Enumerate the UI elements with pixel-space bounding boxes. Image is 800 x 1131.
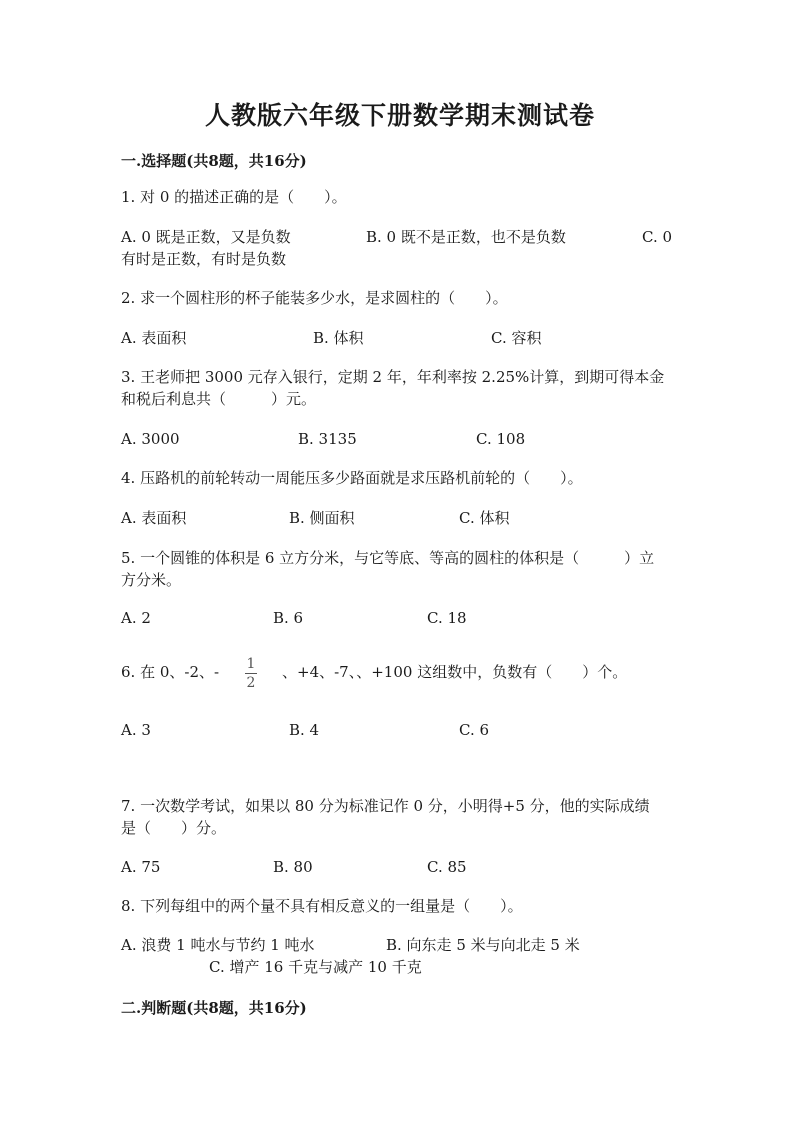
question-6-option-b: B. 4	[289, 721, 320, 739]
question-8-option-a: A. 浪费 1 吨水与节约 1 吨水	[121, 936, 315, 954]
fraction-numerator: 1	[246, 656, 256, 672]
question-5-option-c: C. 18	[427, 609, 467, 627]
question-3-stem-line-2: 和税后利息共（ ）元。	[121, 390, 317, 408]
question-3-option-b: B. 3135	[298, 430, 357, 448]
question-1-option-c-continued: 有时是正数，有时是负数	[121, 250, 287, 268]
page-title: 人教版六年级下册数学期末测试卷	[204, 101, 595, 130]
question-6-option-c: C. 6	[459, 721, 490, 739]
question-3-stem-line-1: 3. 王老师把 3000 元存入银行，定期 2 年，年利率按 2.25%计算，到期可得本金	[121, 368, 665, 386]
question-5-option-b: B. 6	[273, 609, 304, 627]
question-5-stem-line-1: 5. 一个圆锥的体积是 6 立方分米，与它等底、等高的圆柱的体积是（ ）立	[121, 549, 655, 567]
question-1-option-a: A. 0 既是正数，又是负数	[121, 228, 291, 246]
question-3-option-c: C. 108	[476, 430, 526, 448]
question-2-stem: 2. 求一个圆柱形的杯子能装多少水，是求圆柱的（ ）。	[121, 289, 508, 307]
question-8-option-c: C. 增产 16 千克与减产 10 千克	[209, 958, 422, 976]
question-1-option-c: C. 0	[642, 228, 673, 246]
question-6-stem-end: 、+4、-7、、+100 这组数中，负数有（ ）个。	[282, 663, 628, 681]
question-7-stem-line-1: 7. 一次数学考试，如果以 80 分为标准记作 0 分，小明得+5 分，他的实际成绩	[121, 797, 650, 815]
question-8-stem: 8. 下列每组中的两个量不具有相反意义的一组量是（ ）。	[121, 897, 523, 915]
question-4-option-c: C. 体积	[459, 509, 510, 527]
question-1-option-b: B. 0 既不是正数，也不是负数	[366, 228, 566, 246]
question-5-stem-line-2: 方分米。	[121, 571, 182, 589]
question-7-stem-line-2: 是（ ）分。	[121, 819, 227, 837]
question-4-option-a: A. 表面积	[121, 509, 187, 527]
question-1-stem: 1. 对 0 的描述正确的是（ ）。	[121, 188, 347, 206]
question-7-option-b: B. 80	[273, 858, 313, 876]
question-6-option-a: A. 3	[121, 721, 151, 739]
question-7-option-c: C. 85	[427, 858, 467, 876]
question-4-option-b: B. 侧面积	[289, 509, 355, 527]
section-heading-choice: 一.选择题(共8题，共16分)	[121, 152, 307, 170]
question-7-option-a: A. 75	[121, 858, 161, 876]
question-5-option-a: A. 2	[121, 609, 151, 627]
question-3-option-a: A. 3000	[121, 430, 180, 448]
question-2-option-c: C. 容积	[491, 329, 542, 347]
question-8-option-b: B. 向东走 5 米与向北走 5 米	[386, 936, 580, 954]
question-4-stem: 4. 压路机的前轮转动一周能压多少路面就是求压路机前轮的（ ）。	[121, 469, 583, 487]
section-heading-judgement: 二.判断题(共8题，共16分)	[121, 999, 307, 1017]
fraction-denominator: 2	[246, 675, 256, 691]
question-6-stem-start: 6. 在 0、-2、-	[121, 663, 220, 681]
question-2-option-a: A. 表面积	[121, 329, 187, 347]
fraction-one-half	[243, 656, 259, 691]
question-2-option-b: B. 体积	[313, 329, 364, 347]
fraction-bar	[245, 673, 257, 674]
